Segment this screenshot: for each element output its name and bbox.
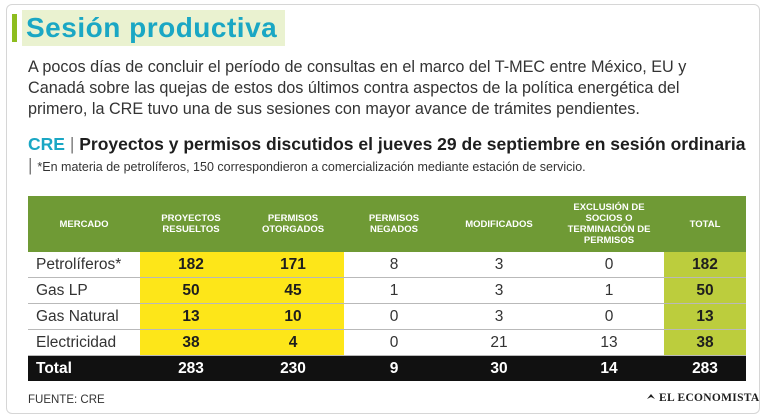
col-header-mercado: MERCADO <box>28 196 140 252</box>
cell-modificados: 21 <box>444 330 554 356</box>
table-heading <box>28 134 748 178</box>
permits-table <box>28 196 746 381</box>
cell-modificados: 3 <box>444 304 554 330</box>
cell-mercado: Petrolíferos* <box>28 252 140 278</box>
title-highlight <box>22 10 285 46</box>
heading-separator: | <box>69 134 75 154</box>
cell-resueltos: 182 <box>140 252 242 278</box>
table-row <box>28 304 746 330</box>
cell-mercado: Gas Natural <box>28 304 140 330</box>
col-header-otorgados: PERMISOS OTORGADOS <box>242 196 344 252</box>
cell-otorgados: 45 <box>242 278 344 304</box>
cell-otorgados: 230 <box>242 356 344 382</box>
heading-note: *En materia de petrolíferos, 150 correspondieron a comercialización mediante estación de servicio. <box>37 160 586 174</box>
source-note: FUENTE: CRE <box>28 394 105 406</box>
cell-mercado: Total <box>28 356 140 382</box>
cell-modificados: 3 <box>444 278 554 304</box>
title-accent-bar <box>12 14 17 42</box>
cell-exclusion: 14 <box>554 356 664 382</box>
cell-resueltos: 38 <box>140 330 242 356</box>
cell-resueltos: 13 <box>140 304 242 330</box>
publisher-logo <box>646 392 760 404</box>
table-row <box>28 330 746 356</box>
cell-total: 283 <box>664 356 746 382</box>
cell-total: 13 <box>664 304 746 330</box>
table-header-row <box>28 196 746 252</box>
cell-resueltos: 283 <box>140 356 242 382</box>
cell-negados: 1 <box>344 278 444 304</box>
cell-negados: 9 <box>344 356 444 382</box>
cell-exclusion: 0 <box>554 252 664 278</box>
col-header-negados: PERMISOS NEGADOS <box>344 196 444 252</box>
cell-exclusion: 13 <box>554 330 664 356</box>
heading-prefix: CRE <box>28 134 65 154</box>
heading-title: Proyectos y permisos discutidos el jueves 29 de septiembre en sesión ordinaria <box>79 134 746 154</box>
cell-total: 182 <box>664 252 746 278</box>
cell-otorgados: 171 <box>242 252 344 278</box>
cell-exclusion: 0 <box>554 304 664 330</box>
cell-resueltos: 50 <box>140 278 242 304</box>
cell-modificados: 30 <box>444 356 554 382</box>
cell-exclusion: 1 <box>554 278 664 304</box>
table-row <box>28 278 746 304</box>
eagle-icon <box>646 392 656 402</box>
col-header-exclusion: EXCLUSIÓN DE SOCIOS O TERMINACIÓN DE PERMISOS <box>554 196 664 252</box>
note-separator: | <box>28 155 33 175</box>
cell-modificados: 3 <box>444 252 554 278</box>
col-header-modificados: MODIFICADOS <box>444 196 554 252</box>
col-header-resueltos: PROYECTOS RESUELTOS <box>140 196 242 252</box>
cell-total: 50 <box>664 278 746 304</box>
cell-negados: 0 <box>344 304 444 330</box>
cell-otorgados: 4 <box>242 330 344 356</box>
col-header-total: TOTAL <box>664 196 746 252</box>
cell-negados: 0 <box>344 330 444 356</box>
cell-negados: 8 <box>344 252 444 278</box>
lead-paragraph: A pocos días de concluir el período de consultas en el marco del T-MEC entre México, EU y Canadá sobre las quejas de estos dos últimos contra aspectos de la política energética del primero, la CRE tuvo una de sus sesiones con mayor avance de trámites pendientes. <box>28 58 687 118</box>
publisher-name: EL ECONOMISTA <box>659 392 760 404</box>
page-title: Sesión productiva <box>26 12 278 43</box>
cell-total: 38 <box>664 330 746 356</box>
table-total-row <box>28 356 746 382</box>
cell-otorgados: 10 <box>242 304 344 330</box>
table-row <box>28 252 746 278</box>
cell-mercado: Electricidad <box>28 330 140 356</box>
cell-mercado: Gas LP <box>28 278 140 304</box>
